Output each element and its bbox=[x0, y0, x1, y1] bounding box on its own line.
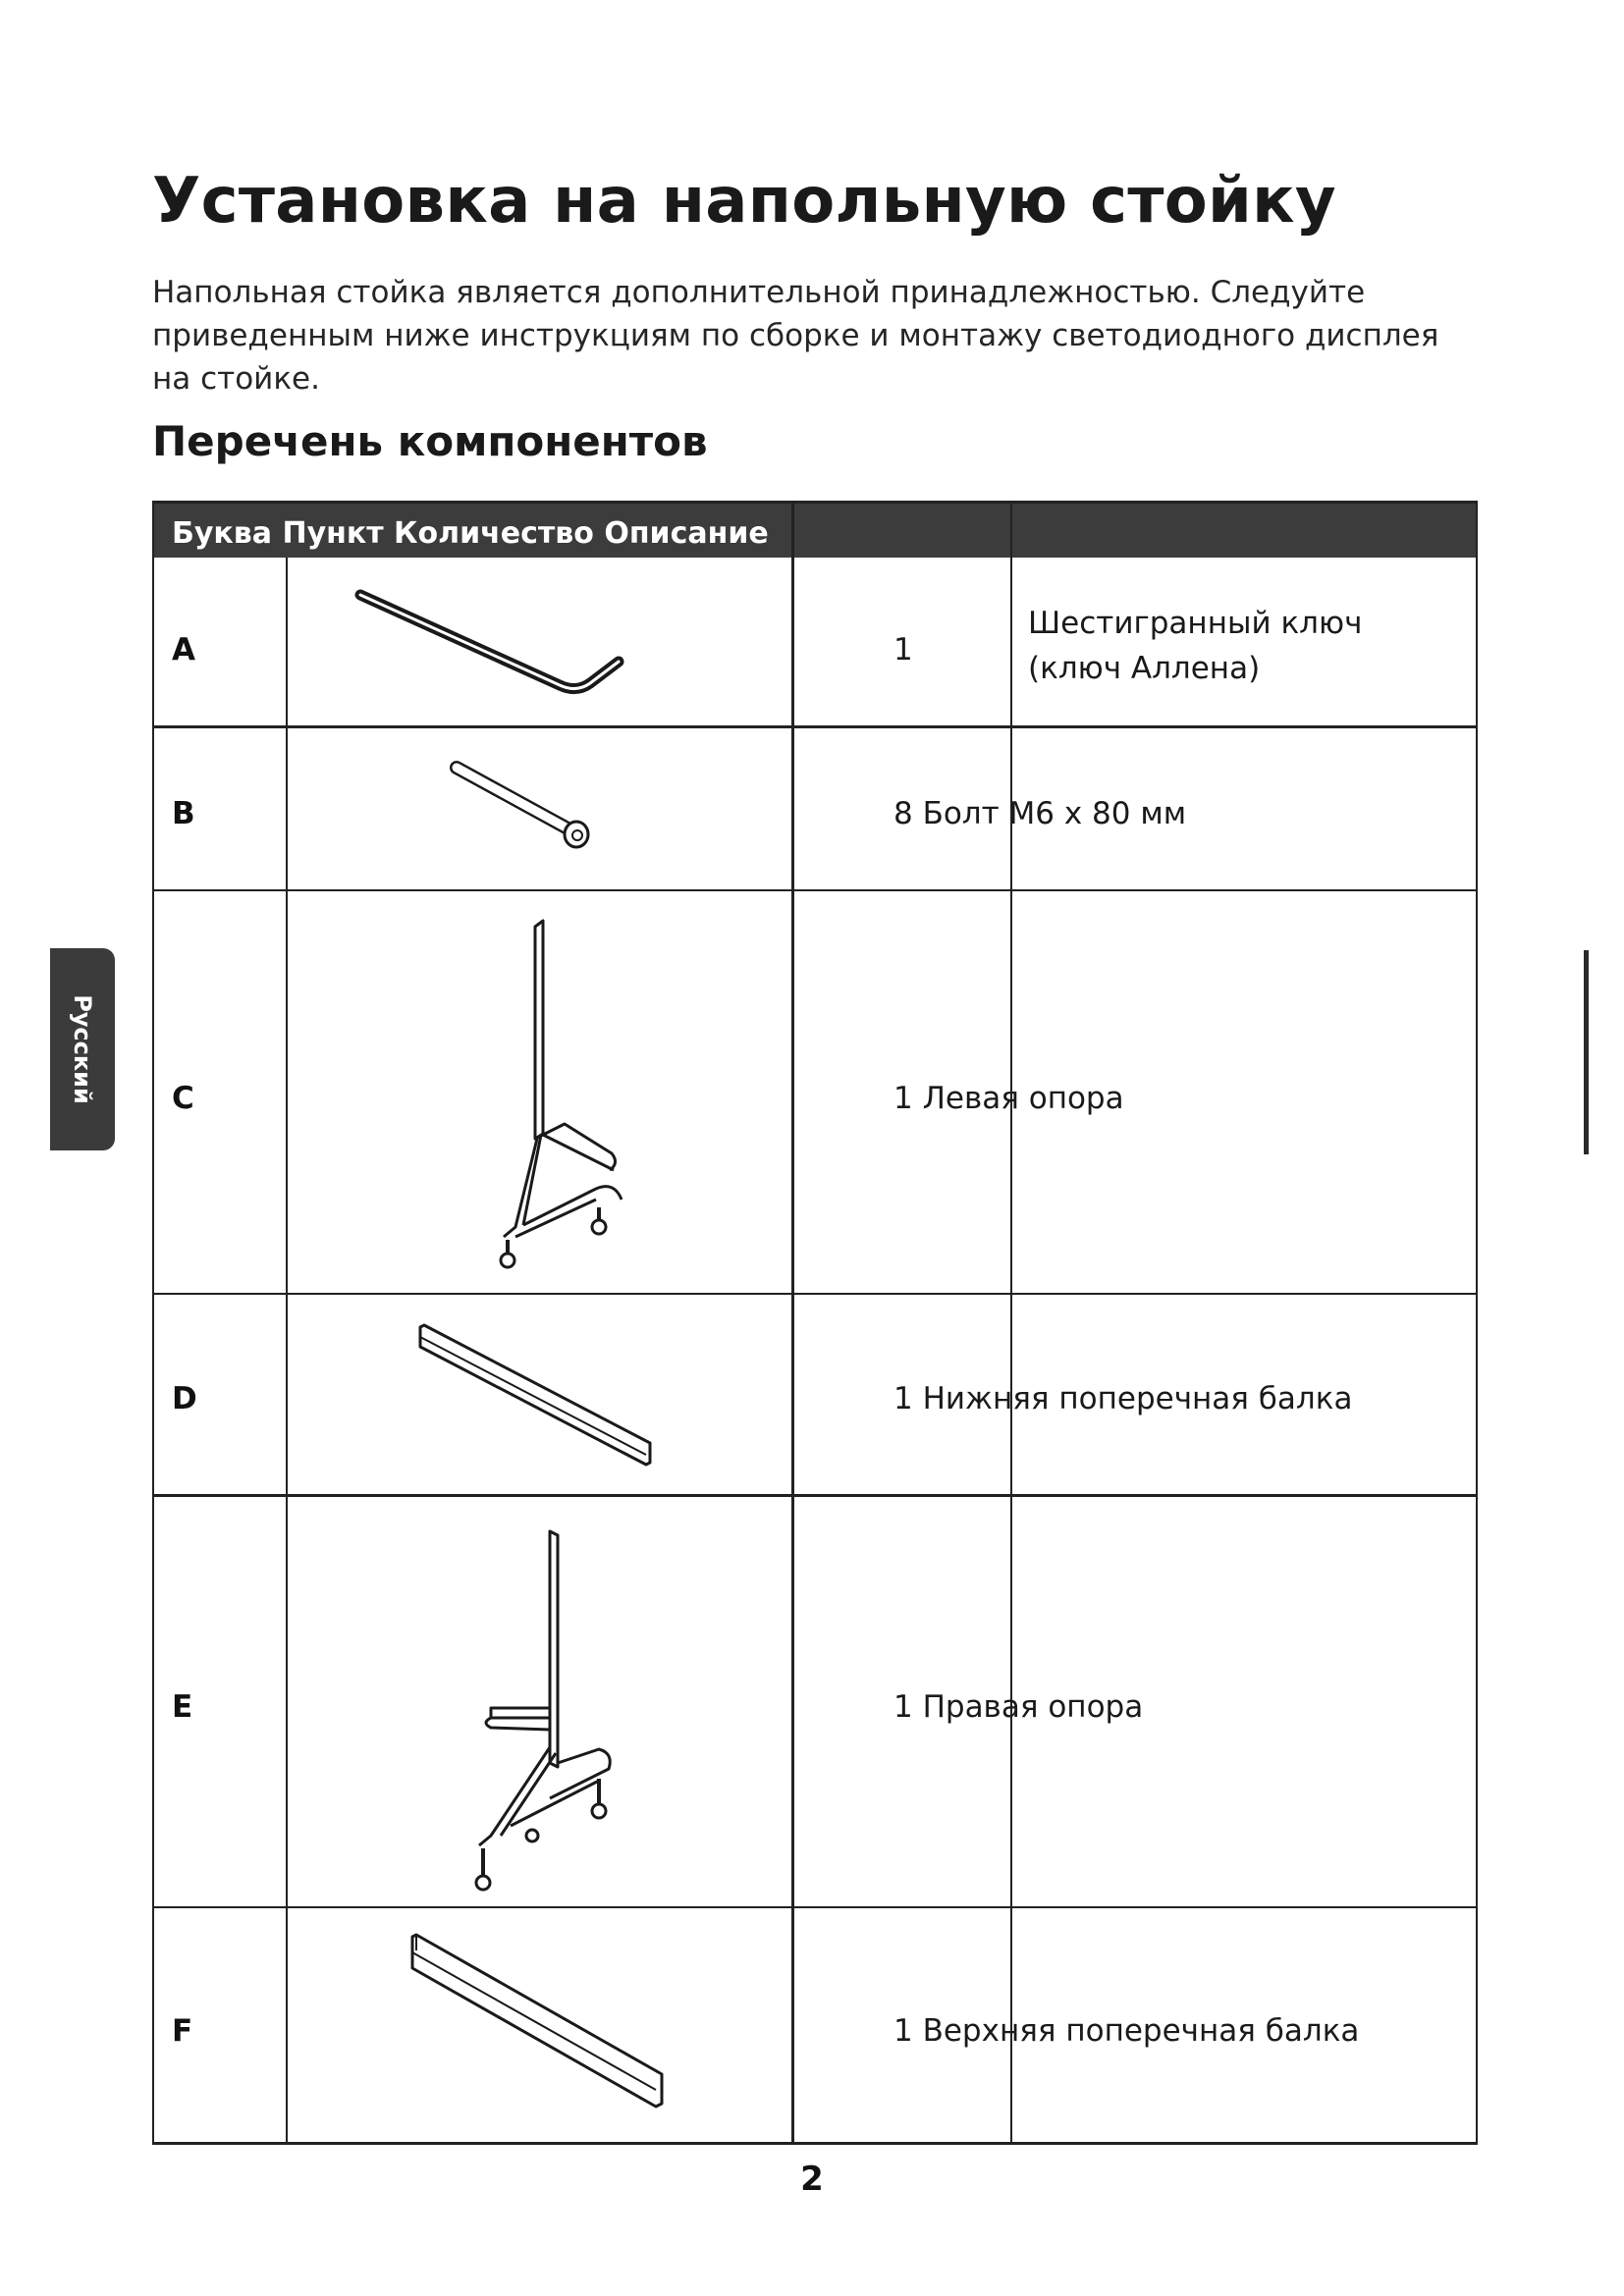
table-header-text: Буква Пункт Количество Описание bbox=[172, 516, 769, 551]
table-right-border bbox=[1476, 501, 1478, 2145]
language-tab-label: Русский bbox=[69, 994, 96, 1104]
column-divider bbox=[1010, 501, 1012, 2145]
row-b-letter: B bbox=[172, 796, 195, 831]
row-divider bbox=[152, 725, 1478, 728]
row-e-letter: E bbox=[172, 1689, 193, 1725]
row-e-quantity: 1 Правая опора bbox=[893, 1689, 1144, 1725]
row-c-quantity: 1 Левая опора bbox=[893, 1081, 1124, 1116]
column-divider bbox=[286, 558, 288, 2145]
row-c-letter: C bbox=[172, 1081, 194, 1116]
row-f-quantity: 1 Верхняя поперечная балка bbox=[893, 2013, 1360, 2049]
row-divider bbox=[152, 1494, 1478, 1497]
row-d-quantity: 1 Нижняя поперечная балка bbox=[893, 1381, 1353, 1416]
left-support-icon bbox=[476, 913, 653, 1286]
row-divider bbox=[152, 1906, 1478, 1908]
row-a-description: Шестигранный ключ (ключ Аллена) bbox=[1028, 606, 1363, 686]
components-table bbox=[152, 501, 1478, 2145]
row-a-quantity: 1 bbox=[893, 632, 913, 667]
margin-marker bbox=[1584, 950, 1589, 1154]
table-header bbox=[152, 501, 1478, 558]
row-divider bbox=[152, 889, 1478, 891]
hex-key-icon bbox=[349, 579, 643, 707]
intro-paragraph: Напольная стойка является дополнительной принадлежностью. Следуйте приведенным ниже инструкциям по сборке и монтажу светодиодного дисплея на стойке. bbox=[152, 275, 1439, 397]
bolt-icon bbox=[447, 746, 643, 874]
section-title: Перечень компонентов bbox=[152, 417, 708, 465]
page-number: 2 bbox=[800, 2160, 824, 2199]
row-divider bbox=[152, 1293, 1478, 1295]
table-left-border bbox=[152, 501, 154, 2145]
row-a-letter: A bbox=[172, 632, 195, 667]
column-divider bbox=[791, 501, 794, 2145]
right-support-icon bbox=[452, 1522, 628, 1904]
language-tab bbox=[50, 948, 115, 1150]
lower-crossbeam-icon bbox=[412, 1315, 658, 1482]
table-bottom-border bbox=[152, 2142, 1478, 2145]
row-d-letter: D bbox=[172, 1381, 197, 1416]
page-title: Установка на напольную стойку bbox=[152, 165, 1336, 238]
upper-crossbeam-icon bbox=[403, 1929, 673, 2125]
row-b-quantity: 8 Болт М6 x 80 мм bbox=[893, 796, 1187, 831]
row-f-letter: F bbox=[172, 2013, 193, 2049]
